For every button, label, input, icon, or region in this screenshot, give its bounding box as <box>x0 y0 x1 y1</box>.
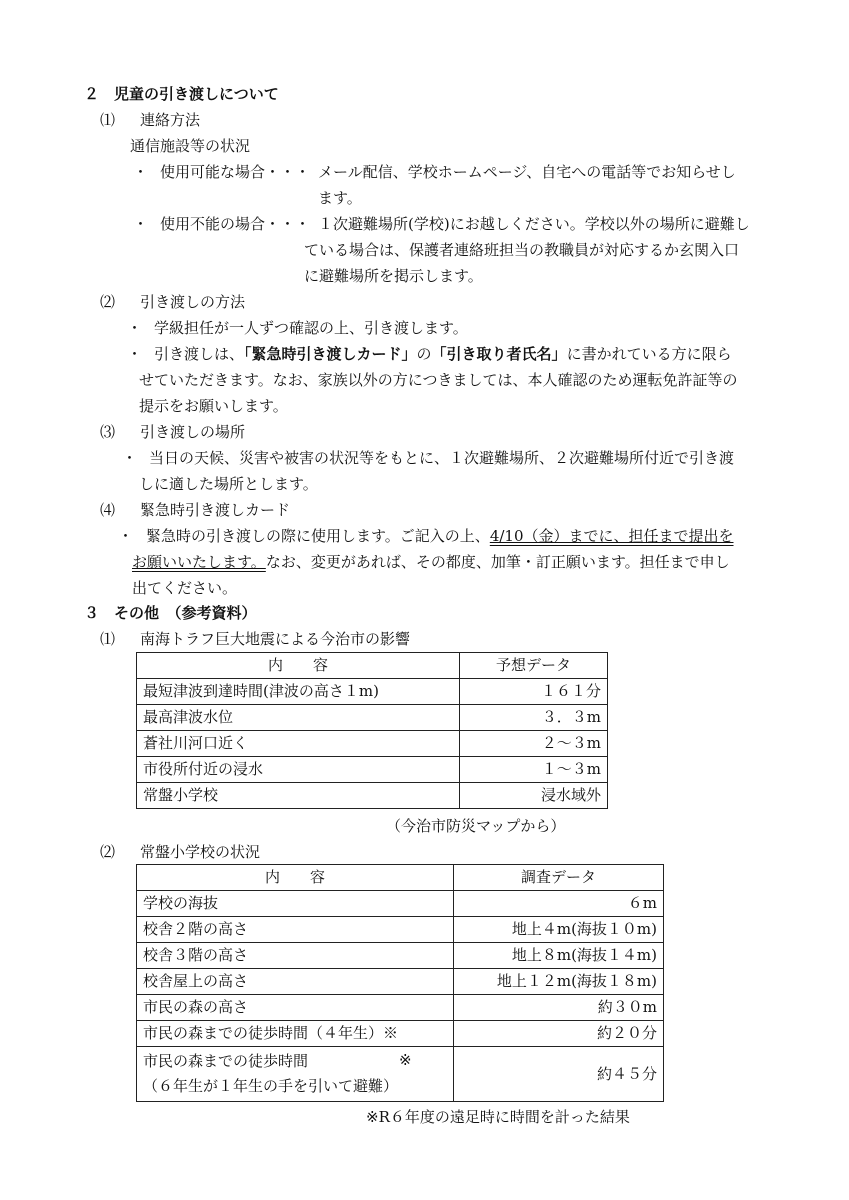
s2-b1: 学級担任が一人ずつ確認の上、引き渡します。 <box>154 319 468 337</box>
s3-b1-line1: 当日の天候、災害や被害の状況等をもとに、１次避難場所、２次避難場所付近で引き渡 <box>149 449 735 467</box>
s1-b1-line2: ます。 <box>318 189 362 207</box>
s1-b1-line1: メール配信、学校ホームページ、自宅への電話等でお知らせし <box>318 163 736 181</box>
s4-request-underlined: お願いいたします。 <box>132 553 266 571</box>
table-header-cell: 予想データ <box>460 653 608 679</box>
s4-number: ⑷ <box>100 501 116 519</box>
table-row <box>137 705 608 731</box>
table-row <box>137 757 608 783</box>
table-cell: 最高津波水位 <box>137 705 460 731</box>
bullet: ・ <box>118 527 134 545</box>
table-header-cell: 内 容 <box>137 865 454 891</box>
table-row <box>137 1047 664 1102</box>
s4-title: 緊急時引き渡しカード <box>140 501 291 519</box>
table-cell: 約４５分 <box>454 1047 664 1102</box>
t1-number: ⑴ <box>100 630 116 648</box>
s2-title: 引き渡しの方法 <box>140 293 246 311</box>
table-cell: 浸水域外 <box>460 783 608 809</box>
s3-title: 引き渡しの場所 <box>140 423 246 441</box>
s1-number: ⑴ <box>100 111 116 129</box>
table-cell: 最短津波到達時間(津波の高さ１m) <box>137 679 460 705</box>
bullet: ・ <box>133 163 149 181</box>
table-cell: 常盤小学校 <box>137 783 460 809</box>
bullet: ・ <box>127 345 143 363</box>
s3-b1-line2: しに適した場所とします。 <box>139 475 318 493</box>
table-cell: 市民の森の高さ <box>137 995 454 1021</box>
table-cell: 約２０分 <box>454 1021 664 1047</box>
table-cell: 地上４m(海抜１０m) <box>454 917 664 943</box>
s3-number: ⑶ <box>100 423 116 441</box>
s1-b2-label: 使用不能の場合・・・ <box>160 215 311 233</box>
last-row-line2: （６年生が１年生の手を引いて避難） <box>143 1077 399 1095</box>
s2-b2-line3: 提示をお願いします。 <box>139 397 288 415</box>
table-row <box>137 783 608 809</box>
table-cell <box>137 1047 454 1102</box>
last-row-line1: 市民の森までの徒歩時間 <box>143 1052 309 1070</box>
t2-title: 常盤小学校の状況 <box>140 843 261 861</box>
table-cell: １６１分 <box>460 679 608 705</box>
s1-subtitle: 通信施設等の状況 <box>130 137 251 155</box>
table-row <box>137 679 608 705</box>
s4-b1-line3: 出てください。 <box>132 579 238 597</box>
table-row <box>137 995 664 1021</box>
table-cell: ３．３m <box>460 705 608 731</box>
s2-b2-post: に書かれている方に限ら <box>566 345 732 363</box>
last-row-mark: ※ <box>399 1051 412 1069</box>
table-cell: 地上１２m(海抜１８m) <box>454 969 664 995</box>
table-row <box>137 1021 664 1047</box>
t2-number: ⑵ <box>100 843 116 861</box>
s1-b2-line3: に避難場所を掲示します。 <box>304 267 483 285</box>
s1-b1-label: 使用可能な場合・・・ <box>160 163 311 181</box>
table-cell: ２～３m <box>460 731 608 757</box>
s2-b2-pre: 引き渡しは、 <box>154 345 245 363</box>
s4-b1-line1 <box>146 523 734 549</box>
table-row <box>137 969 664 995</box>
s2-b2-mid: の <box>416 345 432 363</box>
table-cell: 蒼社川河口近く <box>137 731 460 757</box>
s2-b2-line1 <box>154 341 732 367</box>
s4-b1-pre: 緊急時の引き渡しの際に使用します。ご記入の上、 <box>146 527 490 545</box>
table-cell: 地上８m(海抜１４m) <box>454 943 664 969</box>
s4-deadline-underlined: 4/10（金）までに、担任まで提出を <box>489 527 734 545</box>
bullet: ・ <box>133 215 149 233</box>
section-3-title: ３ その他 （参考資料） <box>84 604 257 622</box>
section-2-title: ２ 児童の引き渡しについて <box>84 85 279 103</box>
s2-b2-bold-name: 「引き取り者氏名」 <box>431 345 567 363</box>
t1-source-note: （今治市防災マップから） <box>386 817 566 835</box>
bullet: ・ <box>127 319 143 337</box>
table-row <box>137 891 664 917</box>
s1-title: 連絡方法 <box>140 111 201 129</box>
s2-number: ⑵ <box>100 293 116 311</box>
s4-b1-post: なお、変更があれば、その都度、加筆・訂正願います。担任まで申し <box>265 553 730 571</box>
table-cell: 約３０m <box>454 995 664 1021</box>
table-cell: 校舎２階の高さ <box>137 917 454 943</box>
table-header-row <box>137 653 608 679</box>
table-cell: １～３m <box>460 757 608 783</box>
s2-b2-line2: せていただきます。なお、家族以外の方につきましては、本人確認のため運転免許証等の <box>139 371 738 389</box>
table-header-row <box>137 865 664 891</box>
t2-footnote: ※R６年度の遠足時に時間を計った結果 <box>366 1108 630 1126</box>
school-table <box>136 864 664 1102</box>
s2-b2-bold-card: 「緊急時引き渡しカード」 <box>244 345 417 363</box>
s1-b2-line2: ている場合は、保護者連絡班担当の教職員が対応するか玄関入口 <box>304 241 740 259</box>
table-cell: ６m <box>454 891 664 917</box>
tsunami-table <box>136 652 608 809</box>
table-cell: 校舎屋上の高さ <box>137 969 454 995</box>
table-cell: 市民の森までの徒歩時間（４年生）※ <box>137 1021 454 1047</box>
s1-b2-line1: １次避難場所(学校)にお越しください。学校以外の場所に避難し <box>318 215 750 233</box>
table-header-cell: 調査データ <box>454 865 664 891</box>
table-row <box>137 917 664 943</box>
table-cell: 学校の海抜 <box>137 891 454 917</box>
t1-title: 南海トラフ巨大地震による今治市の影響 <box>140 630 411 648</box>
table-row <box>137 731 608 757</box>
table-cell: 市役所付近の浸水 <box>137 757 460 783</box>
bullet: ・ <box>122 449 138 467</box>
s4-b1-line2 <box>132 549 730 575</box>
table-header-cell: 内 容 <box>137 653 460 679</box>
table-row <box>137 943 664 969</box>
table-cell: 校舎３階の高さ <box>137 943 454 969</box>
